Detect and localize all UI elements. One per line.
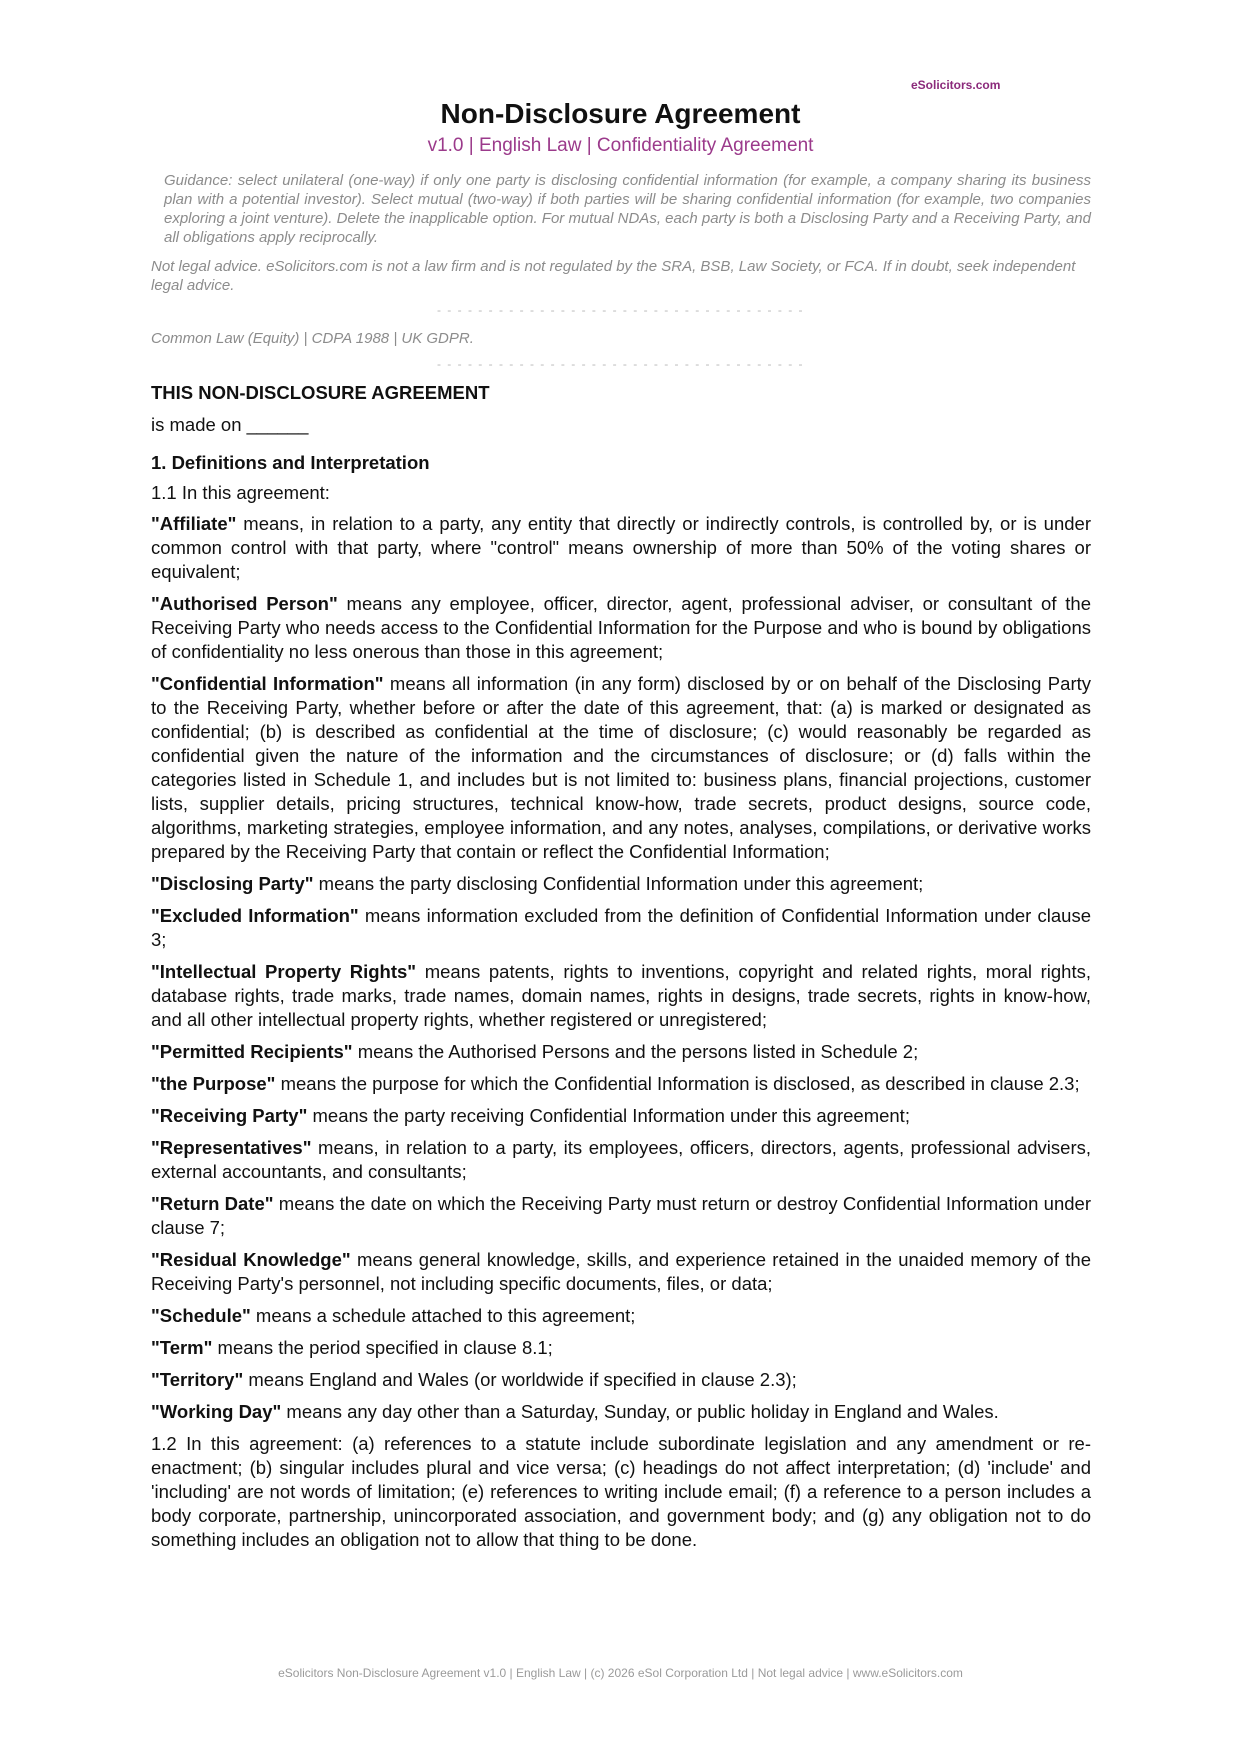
- definition-representatives: [151, 1136, 1091, 1184]
- definition-receiving-party: [151, 1104, 1091, 1128]
- definition-term: "Authorised Person": [151, 593, 338, 614]
- definition-text: means the purpose for which the Confidential Information is disclosed, as described in clause 2.3;: [275, 1073, 1080, 1094]
- definition-text: means any employee, officer, director, agent, professional adviser, or consultant of the Receiving Party who needs access to the Confidential Information for the Purpose and who is bound by obligations of confidentiality no less onerous than those in this agreement;: [151, 593, 1091, 662]
- definition-permitted-recipients: [151, 1040, 1091, 1064]
- agreement-body: [151, 381, 1091, 1552]
- definition-text: means England and Wales (or worldwide if specified in clause 2.3);: [243, 1369, 797, 1390]
- definition-term-period: [151, 1336, 1091, 1360]
- definition-disclosing-party: [151, 872, 1091, 896]
- definition-term: "Disclosing Party": [151, 873, 314, 894]
- agreement-heading: THIS NON-DISCLOSURE AGREEMENT: [151, 382, 490, 403]
- definition-text: means the party disclosing Confidential Information under this agreement;: [313, 873, 924, 894]
- definition-text: means, in relation to a party, any entity that directly or indirectly controls, is controlled by, or is under common control with that party, where "control" means ownership of more than 50% of the voting shares or equivalent;: [151, 513, 1091, 582]
- brand-logo-text: eSolicitors.com: [911, 78, 1001, 92]
- definition-text: means the period specified in clause 8.1;: [212, 1337, 553, 1358]
- applicable-laws: Common Law (Equity) | CDPA 1988 | UK GDPR.: [151, 330, 474, 347]
- definition-term: "Working Day": [151, 1401, 282, 1422]
- definition-term: "Schedule": [151, 1305, 251, 1326]
- definition-text: means general knowledge, skills, and experience retained in the unaided memory of the Receiving Party's personnel, not including specific documents, files, or data;: [151, 1249, 1091, 1294]
- page-footer: eSolicitors Non-Disclosure Agreement v1.0 | English Law | (c) 2026 eSol Corporation Ltd | Not legal advice | www.eSolicitors.com: [278, 1666, 963, 1680]
- definition-the-purpose: [151, 1072, 1091, 1096]
- legal-disclaimer: Not legal advice. eSolicitors.com is not a law firm and is not regulated by the SRA, BSB, Law Society, or FCA. If in doubt, seek independent legal advice.: [151, 258, 1076, 294]
- definition-term: "Excluded Information": [151, 905, 359, 926]
- section-heading: 1. Definitions and Interpretation: [151, 452, 430, 473]
- definition-term: "Return Date": [151, 1193, 274, 1214]
- separator-top: - - - - - - - - - - - - - - - - - - - - - - - - - - - - - - - - - - - -: [436, 303, 805, 317]
- definition-term: "Intellectual Property Rights": [151, 961, 417, 982]
- definition-text: means, in relation to a party, its employees, officers, directors, agents, professional advisers, external accountants, and consultants;: [151, 1137, 1091, 1182]
- definition-affiliate: [151, 512, 1091, 584]
- definition-text: means the date on which the Receiving Party must return or destroy Confidential Information under clause 7;: [151, 1193, 1091, 1238]
- guidance-note: Guidance: select unilateral (one-way) if only one party is disclosing confidential information (for example, a company sharing its business plan with a potential investor). Select mutual (two-way) if both parties will be sharing confidential information (for example, two companies exploring a joint venture). Delete the inapplicable option. For mutual NDAs, each party is both a Disclosing Party and a Receiving Party, and all obligations apply reciprocally.: [164, 172, 1091, 246]
- definition-term: "Representatives": [151, 1137, 312, 1158]
- definition-excluded-information: [151, 904, 1091, 952]
- separator-bottom: - - - - - - - - - - - - - - - - - - - - - - - - - - - - - - - - - - - -: [436, 357, 805, 371]
- definition-authorised-person: [151, 592, 1091, 664]
- definition-text: means a schedule attached to this agreement;: [250, 1305, 636, 1326]
- definition-text: means information excluded from the definition of Confidential Information under clause 3;: [151, 905, 1091, 950]
- definition-term: "Permitted Recipients": [151, 1041, 353, 1062]
- definition-return-date: [151, 1192, 1091, 1240]
- definition-term: "Term": [151, 1337, 213, 1358]
- made-on-line: is made on ______: [151, 414, 309, 435]
- definition-term: "Receiving Party": [151, 1105, 308, 1126]
- definition-intellectual-property-rights: [151, 960, 1091, 1032]
- document-title: Non-Disclosure Agreement: [440, 98, 801, 129]
- definition-term: "Affiliate": [151, 513, 237, 534]
- definition-term: "Confidential Information": [151, 673, 384, 694]
- definition-text: means the party receiving Confidential Information under this agreement;: [307, 1105, 910, 1126]
- definition-residual-knowledge: [151, 1248, 1091, 1296]
- definition-text: means all information (in any form) disclosed by or on behalf of the Disclosing Party to the Receiving Party, whether before or after the date of this agreement, that: (a) is marked or designated as confidential; (b) is described as confidential at the time of disclosure; (c) would reasonably be regarded as confidential given the nature of the information and the circumstances of disclosure; or (d) falls within the categories listed in Schedule 1, and includes but is not limited to: business plans, financial projections, customer lists, supplier details, pricing structures, technical know-how, trade secrets, product designs, source code, algorithms, marketing strategies, employee information, and any notes, analyses, compilations, or derivative works prepared by the Receiving Party that contain or reflect the Confidential Information;: [151, 673, 1091, 862]
- definition-term: "Territory": [151, 1369, 244, 1390]
- clause-1-1-intro: 1.1 In this agreement:: [151, 482, 330, 503]
- definition-term: "Residual Knowledge": [151, 1249, 351, 1270]
- definition-text: means patents, rights to inventions, copyright and related rights, moral rights, database rights, trade marks, trade names, domain names, rights in designs, trade secrets, rights in know-how, and all other intellectual property rights, whether registered or unregistered;: [151, 961, 1092, 1030]
- definition-working-day: [151, 1400, 1091, 1424]
- definition-confidential-information: [151, 672, 1091, 864]
- definition-text: means any day other than a Saturday, Sunday, or public holiday in England and Wales.: [281, 1401, 999, 1422]
- definition-territory: [151, 1368, 1091, 1392]
- definition-term: "the Purpose": [151, 1073, 276, 1094]
- document-subtitle: v1.0 | English Law | Confidentiality Agreement: [427, 135, 814, 156]
- definition-schedule: [151, 1304, 1091, 1328]
- definition-text: means the Authorised Persons and the persons listed in Schedule 2;: [352, 1041, 919, 1062]
- clause-1-2-interpretation: 1.2 In this agreement: (a) references to a statute include subordinate legislation and any amendment or re-enactment; (b) singular includes plural and vice versa; (c) headings do not affect interpretation; (d) 'include' and 'including' are not words of limitation; (e) references to writing include email; (f) a reference to a person includes a body corporate, partnership, unincorporated association, and government body; and (g) any obligation not to do something includes an obligation not to allow that thing to be done.: [151, 1433, 1091, 1550]
